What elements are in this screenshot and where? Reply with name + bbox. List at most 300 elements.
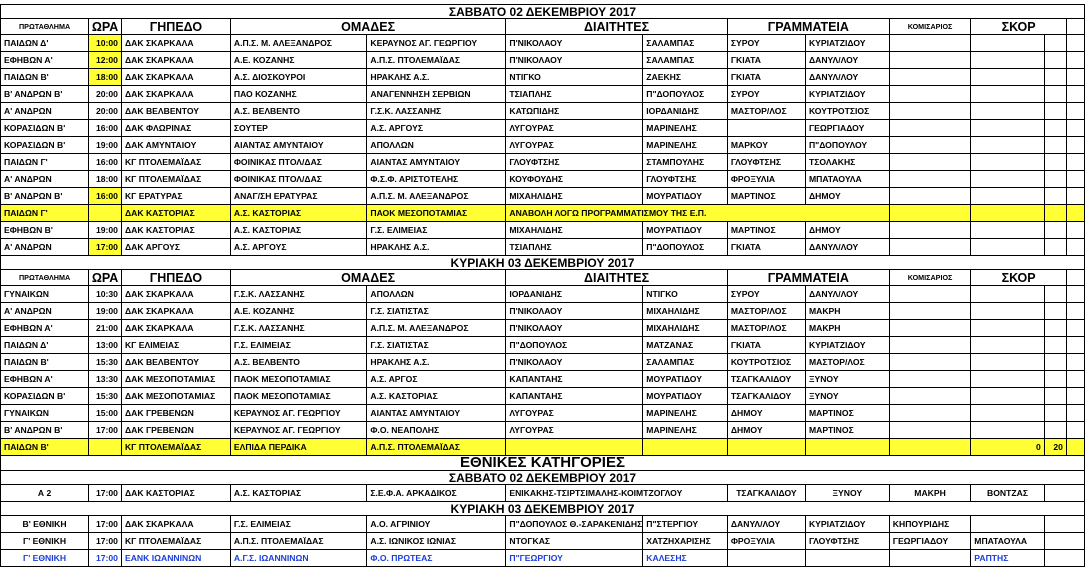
referee-1-cell: ΜΙΧΑΗΛΙΔΗΣ (506, 188, 643, 205)
game-row (1, 337, 1085, 354)
venue-cell: ΔΑΚ ΓΡΕΒΕΝΩΝ (121, 422, 230, 439)
header-championship: ΠΡΩΤΑΘΛΗΜΑ (1, 19, 89, 35)
championship-cell: Β' ΑΝΔΡΩΝ Β' (1, 86, 89, 103)
observer-cell: ΒΟΝΤΖΑΣ (971, 485, 1044, 502)
timekeeper-cell: ΔΗΜΟΥ (805, 188, 889, 205)
score-away-cell (1044, 286, 1066, 303)
secretary-cell: ΦΡΟΞΥΛΙΑ (727, 171, 805, 188)
venue-cell: ΔΑΚ ΒΕΛΒΕΝΤΟΥ (121, 354, 230, 371)
secretary-cell: ΣΥΡΟΥ (727, 286, 805, 303)
away-team-cell: Γ.Σ. ΣΙΑΤΙΣΤΑΣ (367, 337, 506, 354)
venue-cell: ΔΑΚ ΣΚΑΡΚΑΛΑ (121, 35, 230, 52)
game-row (1, 137, 1085, 154)
referee-2-cell: ΙΟΡΔΑΝΙΔΗΣ (643, 103, 728, 120)
game-row (1, 52, 1085, 69)
commissioner-cell: ΜΑΚΡΗ (889, 485, 971, 502)
blank-cell (1066, 205, 1084, 222)
saturday-date-row (1, 5, 1085, 19)
venue-cell: ΚΓ ΠΤΟΛΕΜΑΪΔΑΣ (121, 154, 230, 171)
score-home-cell (971, 239, 1044, 256)
timekeeper-cell: ΓΕΩΡΓΙΑΔΟΥ (805, 120, 889, 137)
header-blank (1066, 270, 1084, 286)
header-time: ΩΡΑ (89, 19, 122, 35)
commissioner-cell (889, 439, 971, 456)
score-home-cell (971, 205, 1044, 222)
referee-2-cell: ΜΑΡΙΝΕΛΗΣ (643, 405, 728, 422)
blank-cell (1066, 137, 1084, 154)
blank-cell (1066, 222, 1084, 239)
home-team-cell: ΕΛΠΙΔΑ ΠΕΡΔΙΚΑ (230, 439, 367, 456)
championship-cell: Α' ΑΝΔΡΩΝ (1, 103, 89, 120)
away-team-cell: Α.Σ. ΙΩΝΙΚΟΣ ΙΩΝΙΑΣ (367, 533, 506, 550)
referee-1-cell: Π'ΝΙΚΟΛΑΟΥ (506, 303, 643, 320)
away-team-cell: Α.Σ. ΑΡΓΟΣ (367, 371, 506, 388)
championship-cell: Α' ΑΝΔΡΩΝ (1, 303, 89, 320)
blank-cell (1066, 239, 1084, 256)
referee-2-cell: ΜΟΥΡΑΤΙΔΟΥ (643, 188, 728, 205)
time-cell: 18:00 (89, 171, 122, 188)
time-cell: 17:00 (89, 550, 122, 567)
score-cell (1044, 485, 1084, 502)
referee-2-cell: Π"ΔΟΠΟΥΛΟΣ (643, 86, 728, 103)
away-team-cell: ΑΠΟΛΛΩΝ (367, 286, 506, 303)
blank-cell (1066, 171, 1084, 188)
home-team-cell: Α.Γ.Σ. ΙΩΑΝΝΙΝΩΝ (230, 550, 367, 567)
observer-cell: ΡΑΠΤΗΣ (971, 550, 1044, 567)
time-cell: 16:00 (89, 188, 122, 205)
secretary-cell: ΔΑΝΥΛ/ΛΟΥ (727, 516, 805, 533)
time-cell: 15:30 (89, 388, 122, 405)
time-cell: 10:30 (89, 286, 122, 303)
away-team-cell: Α.Π.Σ. ΠΤΟΛΕΜΑΪΔΑΣ (367, 439, 506, 456)
referee-2-cell: ΜΑΡΙΝΕΛΗΣ (643, 120, 728, 137)
referee-1-cell: Π"ΔΟΠΟΥΛΟΣ (506, 337, 643, 354)
referee-1-cell: Π'ΝΙΚΟΛΑΟΥ (506, 354, 643, 371)
championship-cell: ΓΥΝΑΙΚΩΝ (1, 286, 89, 303)
score-away-cell (1044, 205, 1066, 222)
away-team-cell: ΑΙΑΝΤΑΣ ΑΜΥΝΤΑΙΟΥ (367, 405, 506, 422)
timekeeper-cell: ΚΥΡΙΑΤΖΙΔΟΥ (805, 516, 889, 533)
championship-cell: ΠΑΙΔΩΝ Β' (1, 439, 89, 456)
score-home-cell: 0 (971, 439, 1044, 456)
header-venue: ΓΗΠΕΔΟ (121, 270, 230, 286)
schedule-sheet (0, 4, 1085, 567)
referee-1-cell: ΝΤΟΓΚΑΣ (506, 533, 643, 550)
game-row (1, 35, 1085, 52)
observer-cell: ΜΠΑΤΑΟΥΛΑ (971, 533, 1044, 550)
secretary-cell: ΚΟΥΤΡΟΤΣΙΟΣ (727, 354, 805, 371)
away-team-cell: Γ.Σ. ΕΛΙΜΕΙΑΣ (367, 222, 506, 239)
sunday-date-row (1, 256, 1085, 270)
away-team-cell: ΠΑΟΚ ΜΕΣΟΠΟΤΑΜΙΑΣ (367, 205, 506, 222)
postponement-note: ΑΝΑΒΟΛΗ ΛΟΓΩ ΠΡΟΓΡΑΜΜΑΤΙΣΜΟΥ ΤΗΣ Ε.Π. (506, 205, 889, 222)
secretary-cell: ΓΛΟΥΦΤΣΗΣ (727, 154, 805, 171)
header-teams: ΟΜΑΔΕΣ (230, 19, 506, 35)
score-away-cell (1044, 337, 1066, 354)
header-venue: ΓΗΠΕΔΟ (121, 19, 230, 35)
time-cell: 10:00 (89, 35, 122, 52)
header-championship: ΠΡΩΤΑΘΛΗΜΑ (1, 270, 89, 286)
referee-2-cell: ΣΑΛΑΜΠΑΣ (643, 354, 728, 371)
score-home-cell (971, 371, 1044, 388)
score-home-cell (971, 337, 1044, 354)
blank-cell (1066, 154, 1084, 171)
time-cell: 17:00 (89, 239, 122, 256)
commissioner-cell (889, 320, 971, 337)
score-home-cell (971, 188, 1044, 205)
venue-cell: ΔΑΚ ΚΑΣΤΟΡΙΑΣ (121, 485, 230, 502)
commissioner-cell (889, 422, 971, 439)
home-team-cell: Α.Π.Σ. ΠΤΟΛΕΜΑΪΔΑΣ (230, 533, 367, 550)
timekeeper-cell (805, 439, 889, 456)
score-home-cell (971, 137, 1044, 154)
timekeeper-cell: ΔΗΜΟΥ (805, 222, 889, 239)
timekeeper-cell: ΜΠΑΤΑΟΥΛΑ (805, 171, 889, 188)
venue-cell: ΔΑΚ ΦΛΩΡΙΝΑΣ (121, 120, 230, 137)
referee-2-cell: ΖΑΕΚΗΣ (643, 69, 728, 86)
commissioner-cell (889, 405, 971, 422)
championship-cell: Γ' ΕΘΝΙΚΗ (1, 550, 89, 567)
score-away-cell (1044, 388, 1066, 405)
national-saturday-date-row (1, 471, 1085, 485)
venue-cell: ΚΓ ΠΤΟΛΕΜΑΪΔΑΣ (121, 533, 230, 550)
game-row (1, 303, 1085, 320)
referee-1-cell (506, 439, 643, 456)
header-commissioner: ΚΟΜΙΣΑΡΙΟΣ (889, 270, 971, 286)
commissioner-cell (889, 137, 971, 154)
home-team-cell: ΦΟΙΝΙΚΑΣ ΠΤΟΛ/ΔΑΣ (230, 154, 367, 171)
home-team-cell: Γ.Σ. ΕΛΙΜΕΙΑΣ (230, 337, 367, 354)
venue-cell: ΔΑΚ ΑΜΥΝΤΑΙΟΥ (121, 137, 230, 154)
venue-cell: ΔΑΚ ΣΚΑΡΚΑΛΑ (121, 69, 230, 86)
venue-cell: ΚΓ ΠΤΟΛΕΜΑΪΔΑΣ (121, 171, 230, 188)
home-team-cell: ΦΟΙΝΙΚΑΣ ΠΤΟΛ/ΔΑΣ (230, 171, 367, 188)
venue-cell: ΔΑΚ ΜΕΣΟΠΟΤΑΜΙΑΣ (121, 388, 230, 405)
venue-cell: ΔΑΚ ΜΕΣΟΠΟΤΑΜΙΑΣ (121, 371, 230, 388)
away-team-cell: ΗΡΑΚΛΗΣ Α.Σ. (367, 239, 506, 256)
commissioner-cell (889, 86, 971, 103)
score-away-cell (1044, 422, 1066, 439)
game-row (1, 86, 1085, 103)
secretary-cell: ΜΑΡΤΙΝΟΣ (727, 188, 805, 205)
championship-cell: ΕΦΗΒΩΝ Α' (1, 320, 89, 337)
score-home-cell (971, 354, 1044, 371)
championship-cell: ΓΥΝΑΙΚΩΝ (1, 405, 89, 422)
referee-2-cell: ΣΑΛΑΜΠΑΣ (643, 52, 728, 69)
header-time: ΩΡΑ (89, 270, 122, 286)
secretary-cell: ΤΣΑΓΚΑΛΙΔΟΥ (727, 371, 805, 388)
score-away-cell (1044, 52, 1066, 69)
score-away-cell (1044, 354, 1066, 371)
header-score: ΣΚΟΡ (971, 270, 1067, 286)
commissioner-cell (889, 188, 971, 205)
sunday-date: ΚΥΡΙΑΚΗ 03 ΔΕΚΕΜΒΡΙΟΥ 2017 (1, 256, 1085, 270)
away-team-cell: ΑΙΑΝΤΑΣ ΑΜΥΝΤΑΙΟΥ (367, 154, 506, 171)
header-score: ΣΚΟΡ (971, 19, 1067, 35)
championship-cell: ΠΑΙΔΩΝ Γ' (1, 154, 89, 171)
time-cell: 15:00 (89, 405, 122, 422)
away-team-cell: Α.Σ. ΑΡΓΟΥΣ (367, 120, 506, 137)
score-home-cell (971, 303, 1044, 320)
referee-2-cell: Π"ΔΟΠΟΥΛΟΣ (643, 239, 728, 256)
venue-cell: ΔΑΚ ΚΑΣΤΟΡΙΑΣ (121, 222, 230, 239)
referee-1-cell: ΛΥΓΟΥΡΑΣ (506, 405, 643, 422)
referee-1-cell: Π'ΝΙΚΟΛΑΟΥ (506, 320, 643, 337)
referee-1-cell: ΜΙΧΑΗΛΙΔΗΣ (506, 222, 643, 239)
referee-1-cell: Π"ΔΟΠΟΥΛΟΣ Θ.-ΣΑΡΑΚΕΝΙΔΗΣ (506, 516, 643, 533)
score-home-cell (971, 422, 1044, 439)
game-row (1, 154, 1085, 171)
referee-2-cell: ΜΑΡΙΝΕΛΗΣ (643, 422, 728, 439)
time-cell: 20:00 (89, 103, 122, 120)
score-home-cell (971, 405, 1044, 422)
commissioner-cell (889, 69, 971, 86)
referee-1-cell: ΙΟΡΔΑΝΙΔΗΣ (506, 286, 643, 303)
timekeeper-cell: ΔΑΝΥΛ/ΛΟΥ (805, 52, 889, 69)
score-home-cell (971, 86, 1044, 103)
championship-cell: Γ' ΕΘΝΙΚΗ (1, 533, 89, 550)
national-title: ΕΘΝΙΚΕΣ ΚΑΤΗΓΟΡΙΕΣ (1, 456, 1085, 471)
secretary-cell: ΜΑΣΤΟΡ/ΛΟΣ (727, 320, 805, 337)
score-cell (1044, 533, 1084, 550)
game-row (1, 205, 1085, 222)
time-cell: 17:00 (89, 516, 122, 533)
time-cell (89, 439, 122, 456)
referee-2-cell: ΜΙΧΑΗΛΙΔΗΣ (643, 320, 728, 337)
home-team-cell: Α.Σ. ΒΕΛΒΕΝΤΟ (230, 103, 367, 120)
score-cell (1044, 516, 1084, 533)
championship-cell: Β' ΑΝΔΡΩΝ Β' (1, 188, 89, 205)
secretary-cell: ΤΣΑΓΚΑΛΙΔΟΥ (727, 485, 805, 502)
away-team-cell: Α.Π.Σ. Μ. ΑΛΕΞΑΝΔΡΟΣ (367, 320, 506, 337)
venue-cell: ΔΑΚ ΣΚΑΡΚΑΛΑ (121, 286, 230, 303)
secretary-cell: ΜΑΣΤΟΡ/ΛΟΣ (727, 103, 805, 120)
commissioner-cell (889, 120, 971, 137)
score-away-cell (1044, 188, 1066, 205)
game-row (1, 550, 1085, 567)
header-teams: ΟΜΑΔΕΣ (230, 270, 506, 286)
score-home-cell (971, 69, 1044, 86)
championship-cell: Β' ΑΝΔΡΩΝ Β' (1, 422, 89, 439)
national-title-row (1, 456, 1085, 471)
championship-cell: ΠΑΙΔΩΝ Δ' (1, 35, 89, 52)
blank-cell (1066, 439, 1084, 456)
game-row (1, 120, 1085, 137)
blank-cell (1066, 188, 1084, 205)
score-away-cell (1044, 222, 1066, 239)
score-home-cell (971, 388, 1044, 405)
score-away-cell (1044, 120, 1066, 137)
commissioner-cell (889, 222, 971, 239)
away-team-cell: ΑΠΟΛΛΩΝ (367, 137, 506, 154)
venue-cell: ΔΑΚ ΣΚΑΡΚΑΛΑ (121, 320, 230, 337)
home-team-cell: ΑΝΑΓ/ΣΗ ΕΡΑΤΥΡΑΣ (230, 188, 367, 205)
commissioner-cell (889, 35, 971, 52)
referee-2-cell: ΣΤΑΜΠΟΥΛΗΣ (643, 154, 728, 171)
header-referees: ΔΙΑΙΤΗΤΕΣ (506, 19, 728, 35)
schedule-table (0, 4, 1085, 567)
game-row (1, 485, 1085, 502)
header-secretariat: ΓΡΑΜΜΑΤΕΙΑ (727, 19, 889, 35)
header-referees: ΔΙΑΙΤΗΤΕΣ (506, 270, 728, 286)
referee-1-cell: ΓΛΟΥΦΤΣΗΣ (506, 154, 643, 171)
time-cell: 13:30 (89, 371, 122, 388)
secretary-cell: ΓΚΙΑΤΑ (727, 337, 805, 354)
home-team-cell: ΚΕΡΑΥΝΟΣ ΑΓ. ΓΕΩΡΓΙΟΥ (230, 422, 367, 439)
home-team-cell: Γ.Σ.Κ. ΛΑΣΣΑΝΗΣ (230, 286, 367, 303)
game-row (1, 69, 1085, 86)
secretary-cell: ΔΗΜΟΥ (727, 405, 805, 422)
venue-cell: ΚΓ ΠΤΟΛΕΜΑΪΔΑΣ (121, 439, 230, 456)
home-team-cell: Α.Σ. ΒΕΛΒΕΝΤΟ (230, 354, 367, 371)
timekeeper-cell: ΚΟΥΤΡΟΤΣΙΟΣ (805, 103, 889, 120)
home-team-cell: ΑΙΑΝΤΑΣ ΑΜΥΝΤΑΙΟΥ (230, 137, 367, 154)
blank-cell (1066, 354, 1084, 371)
timekeeper-cell: ΜΑΡΤΙΝΟΣ (805, 422, 889, 439)
header-blank (1066, 19, 1084, 35)
away-team-cell: Γ.Σ.Κ. ΛΑΣΣΑΝΗΣ (367, 103, 506, 120)
away-team-cell: Α.Π.Σ. ΠΤΟΛΕΜΑΪΔΑΣ (367, 52, 506, 69)
secretary-cell (727, 439, 805, 456)
commissioner-cell: ΓΕΩΡΓΙΑΔΟΥ (889, 533, 971, 550)
championship-cell: ΠΑΙΔΩΝ Γ' (1, 205, 89, 222)
venue-cell: ΔΑΚ ΣΚΑΡΚΑΛΑ (121, 303, 230, 320)
secretary-cell: ΓΚΙΑΤΑ (727, 69, 805, 86)
timekeeper-cell: ΚΥΡΙΑΤΖΙΔΟΥ (805, 35, 889, 52)
commissioner-cell (889, 388, 971, 405)
referee-1-cell: ΛΥΓΟΥΡΑΣ (506, 422, 643, 439)
score-away-cell (1044, 320, 1066, 337)
referee-1-cell: Π'ΝΙΚΟΛΑΟΥ (506, 35, 643, 52)
referee-2-cell: ΓΛΟΥΦΤΣΗΣ (643, 171, 728, 188)
blank-cell (1066, 303, 1084, 320)
timekeeper-cell: ΔΑΝΥΛ/ΛΟΥ (805, 286, 889, 303)
timekeeper-cell: ΜΑΚΡΗ (805, 303, 889, 320)
venue-cell: ΔΑΚ ΣΚΑΡΚΑΛΑ (121, 86, 230, 103)
blank-cell (1066, 286, 1084, 303)
venue-cell: ΚΓ ΕΡΑΤΥΡΑΣ (121, 188, 230, 205)
home-team-cell: Α.Ε. ΚΟΖΑΝΗΣ (230, 303, 367, 320)
timekeeper-cell: ΚΥΡΙΑΤΖΙΔΟΥ (805, 86, 889, 103)
saturday-date: ΣΑΒΒΑΤΟ 02 ΔΕΚΕΜΒΡΙΟΥ 2017 (1, 5, 1085, 19)
away-team-cell: ΑΝΑΓΕΝΝΗΣΗ ΣΕΡΒΙΩΝ (367, 86, 506, 103)
home-team-cell: Α.Σ. ΚΑΣΤΟΡΙΑΣ (230, 205, 367, 222)
secretary-cell: ΜΑΡΤΙΝΟΣ (727, 222, 805, 239)
referee-2-cell: ΜΟΥΡΑΤΙΔΟΥ (643, 222, 728, 239)
timekeeper-cell: ΞΥΝΟΥ (805, 371, 889, 388)
game-row (1, 286, 1085, 303)
score-home-cell (971, 120, 1044, 137)
commissioner-cell: ΚΗΠΟΥΡΙΔΗΣ (889, 516, 971, 533)
time-cell: 13:00 (89, 337, 122, 354)
venue-cell: ΔΑΚ ΓΡΕΒΕΝΩΝ (121, 405, 230, 422)
home-team-cell: Α.Σ. ΑΡΓΟΥΣ (230, 239, 367, 256)
timekeeper-cell: ΞΥΝΟΥ (805, 485, 889, 502)
commissioner-cell (889, 171, 971, 188)
championship-cell: ΚΟΡΑΣΙΔΩΝ Β' (1, 388, 89, 405)
time-cell: 18:00 (89, 69, 122, 86)
referees-cell: ΕΝΙΚΑΚΗΣ-ΤΣΙΡΤΣΙΜΑΛΗΣ-ΚΟΙΜΤΖΟΓΛΟΥ (506, 485, 728, 502)
blank-cell (1066, 388, 1084, 405)
header-secretariat: ΓΡΑΜΜΑΤΕΙΑ (727, 270, 889, 286)
championship-cell: ΠΑΙΔΩΝ Β' (1, 354, 89, 371)
time-cell: 19:00 (89, 137, 122, 154)
secretary-cell: ΜΑΣΤΟΡ/ΛΟΣ (727, 303, 805, 320)
referee-2-cell: ΜΟΥΡΑΤΙΔΟΥ (643, 371, 728, 388)
score-home-cell (971, 171, 1044, 188)
header-commissioner: ΚΟΜΙΣΑΡΙΟΣ (889, 19, 971, 35)
commissioner-cell (889, 337, 971, 354)
time-cell: 19:00 (89, 222, 122, 239)
commissioner-cell (889, 354, 971, 371)
game-row (1, 222, 1085, 239)
score-away-cell (1044, 69, 1066, 86)
referee-2-cell: ΜΟΥΡΑΤΙΔΟΥ (643, 388, 728, 405)
blank-cell (1066, 52, 1084, 69)
timekeeper-cell: ΔΑΝΥΛ/ΛΟΥ (805, 69, 889, 86)
game-row (1, 171, 1085, 188)
venue-cell: ΔΑΚ ΒΕΛΒΕΝΤΟΥ (121, 103, 230, 120)
national-sunday-date: ΚΥΡΙΑΚΗ 03 ΔΕΚΕΜΒΡΙΟΥ 2017 (1, 502, 1085, 516)
home-team-cell: ΠΑΟΚ ΜΕΣΟΠΟΤΑΜΙΑΣ (230, 388, 367, 405)
blank-cell (1066, 371, 1084, 388)
secretary-cell (727, 120, 805, 137)
referee-1-cell: ΚΑΤΩΠΙΔΗΣ (506, 103, 643, 120)
home-team-cell: Γ.Σ. ΕΛΙΜΕΙΑΣ (230, 516, 367, 533)
championship-cell: ΕΦΗΒΩΝ Α' (1, 52, 89, 69)
referee-2-cell: Π"ΣΤΕΡΓΙΟΥ (643, 516, 728, 533)
referee-1-cell: ΚΑΠΑΝΤΑΗΣ (506, 371, 643, 388)
time-cell: 16:00 (89, 120, 122, 137)
timekeeper-cell: ΔΑΝΥΛ/ΛΟΥ (805, 239, 889, 256)
timekeeper-cell: ΤΣΟΛΑΚΗΣ (805, 154, 889, 171)
commissioner-cell (889, 205, 971, 222)
timekeeper-cell: Π"ΔΟΠΟΥΛΟΥ (805, 137, 889, 154)
time-cell: 20:00 (89, 86, 122, 103)
referee-2-cell: ΣΑΛΑΜΠΑΣ (643, 35, 728, 52)
time-cell: 16:00 (89, 154, 122, 171)
referee-1-cell: Π'ΝΙΚΟΛΑΟΥ (506, 52, 643, 69)
referee-1-cell: ΛΥΓΟΥΡΑΣ (506, 137, 643, 154)
national-saturday-date: ΣΑΒΒΑΤΟ 02 ΔΕΚΕΜΒΡΙΟΥ 2017 (1, 471, 1085, 485)
time-cell: 17:00 (89, 485, 122, 502)
referee-2-cell: ΧΑΤΖΗΧΑΡΙΣΗΣ (643, 533, 728, 550)
championship-cell: ΕΦΗΒΩΝ Β' (1, 222, 89, 239)
away-team-cell: ΗΡΑΚΛΗΣ Α.Σ. (367, 354, 506, 371)
venue-cell: ΕΑΝΚ ΙΩΑΝΝΙΝΩΝ (121, 550, 230, 567)
referee-2-cell: ΚΑΛΕΣΗΣ (643, 550, 728, 567)
secretary-cell: ΣΥΡΟΥ (727, 86, 805, 103)
referee-1-cell: ΛΥΓΟΥΡΑΣ (506, 120, 643, 137)
secretary-cell: ΦΡΟΞΥΛΙΑ (727, 533, 805, 550)
commissioner-cell (889, 550, 971, 567)
blank-cell (1066, 405, 1084, 422)
game-row (1, 516, 1085, 533)
timekeeper-cell: ΚΥΡΙΑΤΖΙΔΟΥ (805, 337, 889, 354)
away-team-cell: Σ.Ε.Φ.Α. ΑΡΚΑΔΙΚΟΣ (367, 485, 506, 502)
game-row (1, 239, 1085, 256)
away-team-cell: ΚΕΡΑΥΝΟΣ ΑΓ. ΓΕΩΡΓΙΟΥ (367, 35, 506, 52)
secretary-cell: ΔΗΜΟΥ (727, 422, 805, 439)
game-row (1, 405, 1085, 422)
away-team-cell: ΗΡΑΚΛΗΣ Α.Σ. (367, 69, 506, 86)
referee-1-cell: ΤΣΙΑΠΛΗΣ (506, 239, 643, 256)
referee-2-cell: ΝΤΙΓΚΟ (643, 286, 728, 303)
time-cell: 12:00 (89, 52, 122, 69)
away-team-cell: Γ.Σ. ΣΙΑΤΙΣΤΑΣ (367, 303, 506, 320)
referee-1-cell: ΤΣΙΑΠΛΗΣ (506, 86, 643, 103)
home-team-cell: Α.Σ. ΚΑΣΤΟΡΙΑΣ (230, 222, 367, 239)
